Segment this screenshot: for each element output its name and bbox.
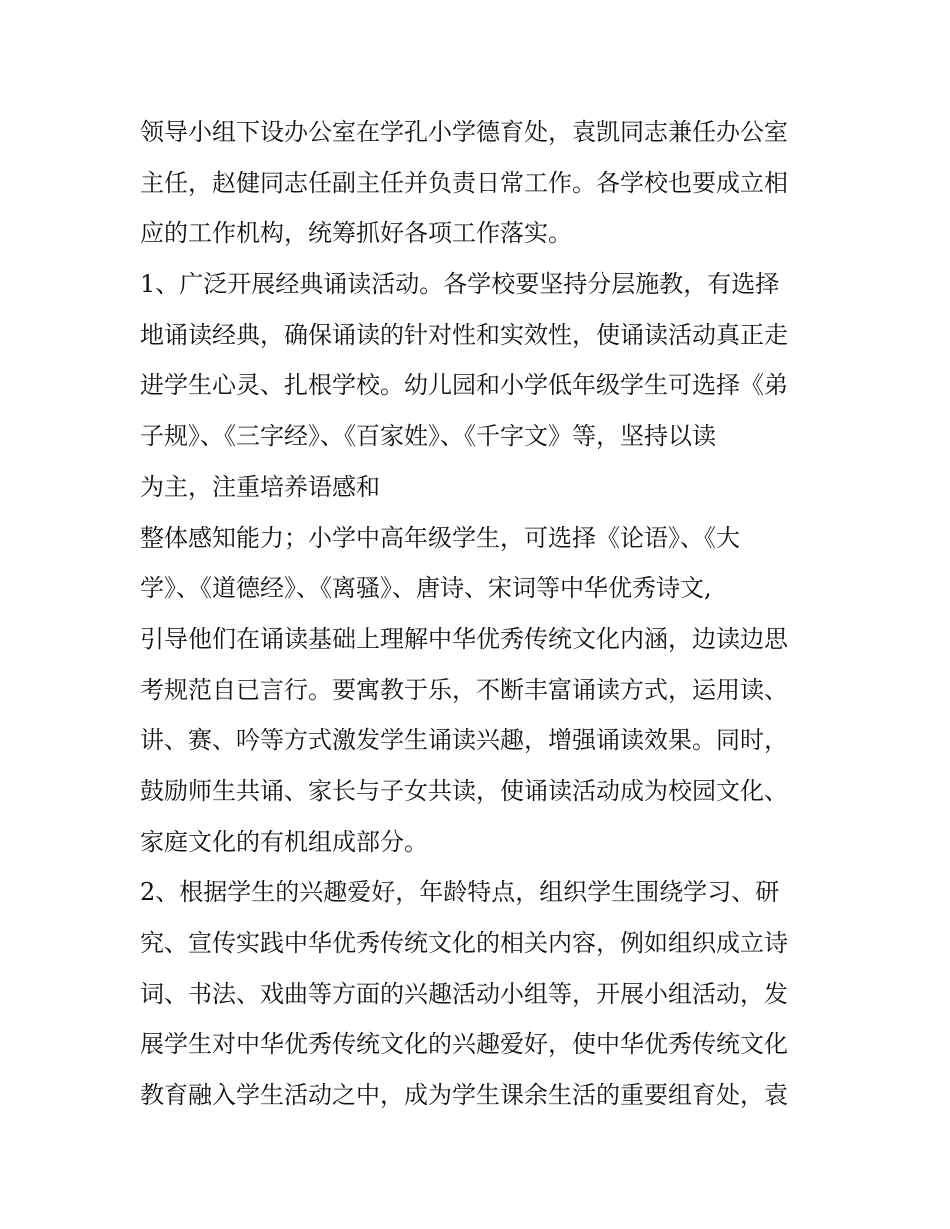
text-line: 学》、《道德经》、《离骚》、唐诗、宋词等中华优秀诗文, xyxy=(140,574,712,603)
text-line: 鼓励师生共诵、家长与子女共读，使诵读活动成为校园文化、 xyxy=(140,776,788,805)
text-line: 应的工作机构，统筹抓好各项工作落实。 xyxy=(140,219,572,248)
text-line: 2、根据学生的兴趣爱好，年龄特点，组织学生围绕学习、研 xyxy=(140,878,780,907)
text-line: 讲、赛、吟等方式激发学生诵读兴趣，增强诵读效果。同时， xyxy=(140,726,788,755)
text-line: 究、宣传实践中华优秀传统文化的相关内容，例如组织成立诗 xyxy=(140,929,788,957)
text-line: 进学生心灵、扎根学校。幼儿园和小学低年级学生可选择《弟 xyxy=(140,371,788,400)
text-line: 领导小组下设办公室在学孔小学德育处，袁凯同志兼任办公室 xyxy=(140,118,788,146)
text-line: 教育融入学生活动之中，成为学生课余生活的重要组育处，袁 xyxy=(140,1081,788,1110)
text-line: 为主，注重培养语感和 xyxy=(140,472,380,501)
text-line: 引导他们在诵读基础上理解中华优秀传统文化内涵，边读边思 xyxy=(140,624,788,653)
text-line: 展学生对中华优秀传统文化的兴趣爱好，使中华优秀传统文化 xyxy=(140,1030,788,1059)
text-line: 主任，赵健同志任副主任并负责日常工作。各学校也要成立相 xyxy=(140,168,788,197)
text-line: 地诵读经典，确保诵读的针对性和实效性，使诵读活动真正走 xyxy=(140,320,788,349)
text-line: 子规》、《三字经》、《百家姓》、《千字文》等，坚持以读 xyxy=(140,422,716,451)
text-line: 考规范自已言行。要寓教于乐，不断丰富诵读方式，运用读、 xyxy=(140,675,788,704)
text-line: 词、书法、戏曲等方面的兴趣活动小组等，开展小组活动，发 xyxy=(140,979,788,1008)
body-text xyxy=(140,107,820,1121)
text-line: 整体感知能力；小学中高年级学生，可选择《论语》、《大 xyxy=(140,523,740,552)
text-line: 1、广泛开展经典诵读活动。各学校要坚持分层施教，有选择 xyxy=(140,270,780,299)
text-line: 家庭文化的有机组成部分。 xyxy=(140,827,428,856)
